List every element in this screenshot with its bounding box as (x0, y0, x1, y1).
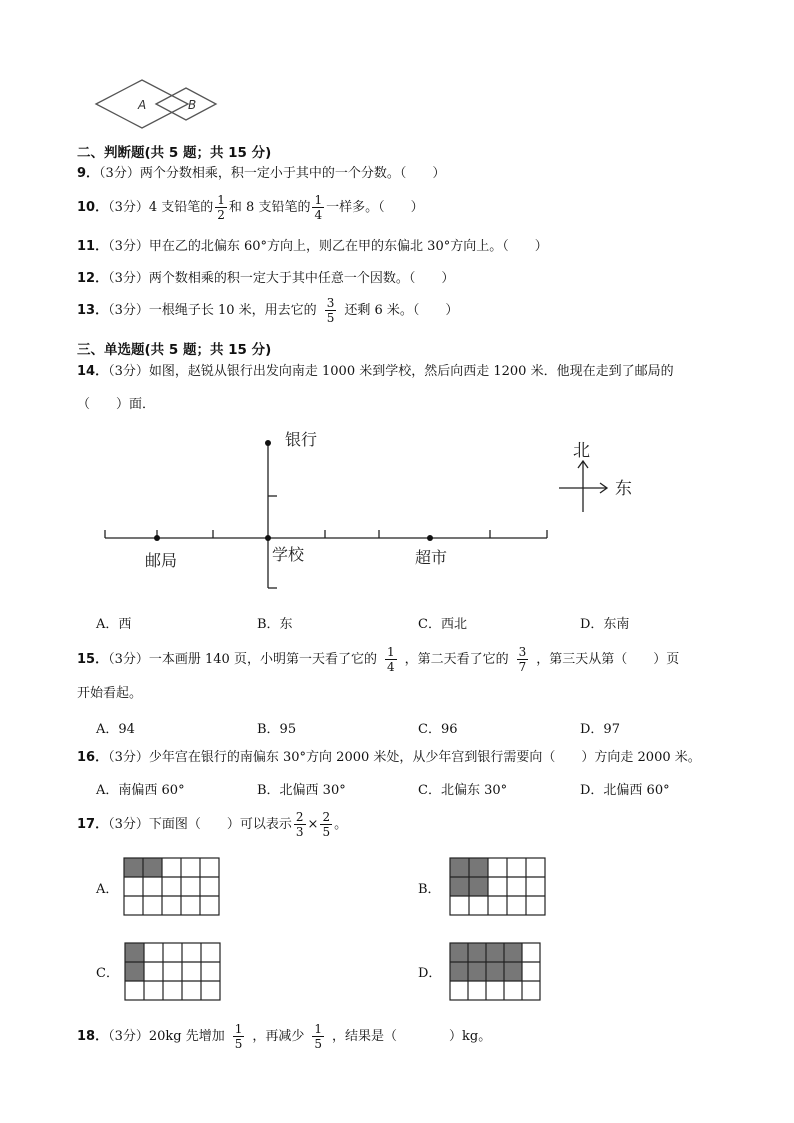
question-text: ，结果是（ ）kg。 (332, 1029, 492, 1044)
question-number: 15． (77, 652, 109, 667)
question-text: 一根绳子长 10 米，用去它的 (148, 303, 317, 318)
compass-north-label: 北 (573, 441, 590, 461)
question-number: 9． (77, 166, 100, 181)
market-label: 超市 (415, 548, 448, 567)
q16-option-a[interactable]: A．南偏西 60° (96, 783, 185, 798)
shaded-cell (486, 943, 504, 962)
question-score: （3分） (108, 652, 149, 667)
question-text: 如图，赵锐从银行出发向南走 1000 米到学校，然后向西走 1200 米．他现在走到了邮局的 (148, 364, 674, 379)
rhombus-label-b: B (188, 98, 197, 112)
shaded-cell (468, 943, 486, 962)
q17-option-d-label[interactable]: D． (418, 966, 442, 981)
shaded-cell (450, 877, 469, 896)
q17-option-d-grid[interactable] (449, 942, 543, 1001)
shaded-cell (450, 858, 469, 877)
question-text: ，第三天从第（ ）页 (536, 652, 680, 667)
question-text: 一本画册 140 页，小明第一天看了它的 (148, 652, 377, 667)
question-text: 下面图（ ）可以表示 (148, 817, 292, 832)
question-number: 10． (77, 200, 109, 215)
q16-option-c[interactable]: C．北偏东 30° (418, 783, 508, 798)
fraction-denominator: 3 (295, 825, 304, 839)
compass-east-label: 东 (615, 479, 632, 499)
fraction-numerator: 3 (518, 645, 527, 659)
q17-option-c-grid[interactable] (124, 942, 222, 1001)
question-15 (77, 645, 679, 674)
question-text: 还剩 6 米。（ ） (344, 303, 459, 318)
shaded-cell (450, 962, 468, 981)
question-number: 12． (77, 271, 109, 286)
question-14-line2: （ ）面． (77, 397, 156, 412)
fraction (517, 645, 529, 674)
q14-option-d[interactable]: D．东南 (580, 617, 630, 632)
question-text: ，再减少 (252, 1029, 305, 1044)
fraction-denominator: 5 (322, 825, 331, 839)
fraction-numerator: 1 (217, 193, 225, 207)
q16-option-b[interactable]: B．北偏西 30° (257, 783, 346, 798)
fraction-denominator: 5 (234, 1037, 243, 1051)
q14-option-a[interactable]: A．西 (96, 617, 132, 632)
question-number: 11． (77, 239, 109, 254)
fraction (294, 810, 306, 839)
shaded-cell (143, 858, 162, 877)
shaded-cell (469, 858, 488, 877)
question-number: 16． (77, 750, 109, 765)
question-number: 14． (77, 364, 109, 379)
post-office-point (154, 535, 160, 541)
fraction (312, 193, 324, 222)
shaded-cell (486, 962, 504, 981)
question-text: 20kg 先增加 (148, 1029, 225, 1044)
school-point (265, 535, 271, 541)
question-text: 少年宫在银行的南偏东 30°方向 2000 米处，从少年宫到银行需要向（ ）方向走 2000 米。 (148, 750, 701, 765)
times-sign: × (307, 817, 319, 832)
question-14 (77, 363, 674, 381)
question-score: （3分） (108, 303, 149, 318)
question-12 (77, 270, 454, 288)
fraction (385, 645, 397, 674)
fraction-denominator: 5 (314, 1037, 323, 1051)
question-text: 两个分数相乘，积一定小于其中的一个分数。（ ） (139, 166, 446, 181)
bank-label: 银行 (285, 430, 318, 449)
question-score: （3分） (108, 750, 149, 765)
fraction-denominator: 4 (386, 660, 395, 674)
fraction (320, 810, 332, 839)
question-13 (77, 296, 458, 325)
q15-option-c[interactable]: C．96 (418, 722, 458, 737)
bank-point (265, 440, 271, 446)
fraction-denominator: 2 (217, 208, 225, 222)
post-office-label: 邮局 (145, 551, 178, 570)
question-15-line2: 开始看起。 (77, 686, 143, 701)
question-score: （3分） (108, 271, 149, 286)
shaded-cell (504, 943, 522, 962)
fraction (233, 1022, 245, 1051)
q15-option-b[interactable]: B．95 (257, 722, 297, 737)
fraction-numerator: 2 (322, 810, 331, 824)
question-10 (77, 193, 424, 222)
question-score: （3分） (108, 200, 149, 215)
question-score: （3分） (108, 239, 149, 254)
fraction-denominator: 4 (314, 208, 323, 222)
shaded-cell (468, 962, 486, 981)
q14-option-c[interactable]: C．西北 (418, 617, 467, 632)
school-label: 学校 (272, 545, 305, 564)
fraction (215, 193, 227, 222)
section-title-judgment: 二、判断题(共 5 题；共 15 分) (77, 145, 272, 161)
question-number: 18． (77, 1029, 109, 1044)
q17-option-a-grid[interactable] (123, 857, 221, 916)
question-text: 两个数相乘的积一定大于其中任意一个因数。（ ） (148, 271, 455, 286)
question-number: 17． (77, 817, 109, 832)
q14-option-b[interactable]: B．东 (257, 617, 293, 632)
question-text: ，第二天看了它的 (404, 652, 509, 667)
fraction-numerator: 1 (386, 645, 395, 659)
question-number: 13． (77, 303, 109, 318)
question-17 (77, 810, 347, 839)
fraction-numerator: 3 (326, 296, 335, 310)
question-text: 一样多。（ ） (326, 200, 424, 215)
q17-option-c-label[interactable]: C． (96, 966, 119, 981)
fraction-numerator: 1 (314, 1022, 323, 1036)
rhombus-figure (92, 78, 222, 130)
question-18 (77, 1022, 491, 1051)
question-score: （3分） (108, 1029, 149, 1044)
q17-option-a-label[interactable]: A． (96, 882, 119, 897)
q17-option-b-grid[interactable] (449, 857, 547, 916)
question-text: 和 8 支铅笔的 (228, 200, 311, 215)
q15-option-a[interactable]: A．94 (96, 722, 135, 737)
question-9 (77, 165, 445, 183)
fraction-numerator: 1 (314, 193, 323, 207)
shaded-cell (450, 943, 468, 962)
q15-option-d[interactable]: D．97 (580, 722, 620, 737)
shaded-cell (125, 962, 144, 981)
fraction (325, 296, 337, 325)
question-text: 甲在乙的北偏东 60°方向上，则乙在甲的东偏北 30°方向上。（ ） (148, 239, 548, 254)
section-title-single-choice: 三、单选题(共 5 题；共 15 分) (77, 342, 272, 358)
question-score: （3分） (99, 166, 140, 181)
fraction-denominator: 5 (326, 311, 335, 325)
fraction-numerator: 2 (295, 810, 304, 824)
shaded-cell (504, 962, 522, 981)
map-figure (95, 418, 655, 593)
question-score: （3分） (108, 364, 149, 379)
shaded-cell (124, 858, 143, 877)
fraction-denominator: 7 (518, 660, 527, 674)
question-text: 4 支铅笔的 (148, 200, 214, 215)
rhombus-b (156, 88, 216, 120)
question-11 (77, 238, 548, 256)
question-text: 。 (334, 817, 348, 832)
rhombus-label-a: A (138, 98, 147, 112)
fraction (312, 1022, 324, 1051)
question-score: （3分） (108, 817, 149, 832)
fraction-numerator: 1 (234, 1022, 243, 1036)
shaded-cell (469, 877, 488, 896)
q17-option-b-label[interactable]: B． (418, 882, 441, 897)
market-point (427, 535, 433, 541)
shaded-cell (125, 943, 144, 962)
q16-option-d[interactable]: D．北偏西 60° (580, 783, 670, 798)
question-16 (77, 749, 701, 767)
